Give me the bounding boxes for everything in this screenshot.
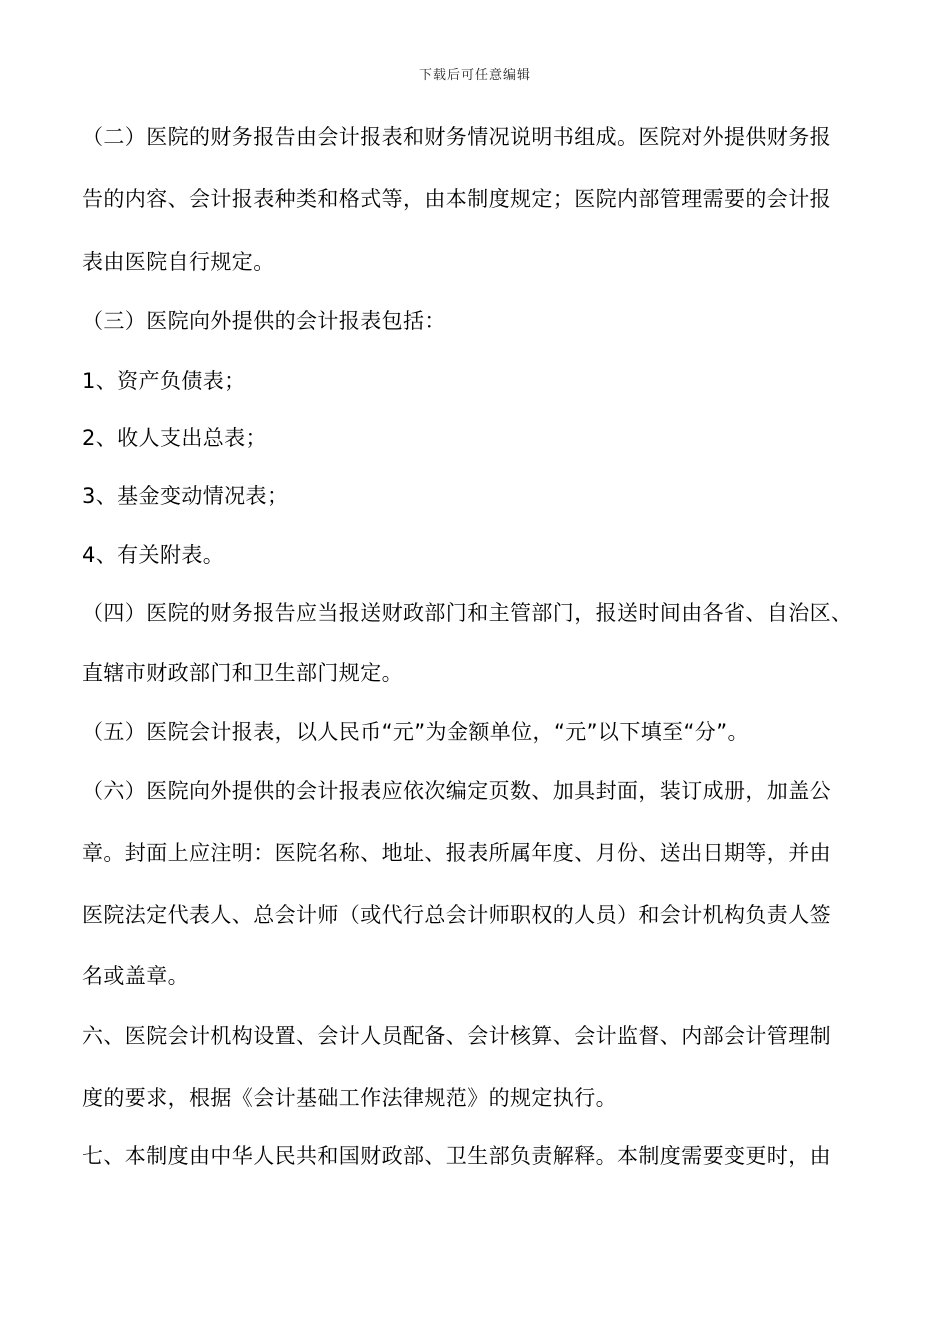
paragraph-3-heading: （三）医院向外提供的会计报表包括： xyxy=(82,309,446,333)
header-note: 下载后可任意编辑 xyxy=(418,68,531,83)
list-item-2: 2、收人支出总表； xyxy=(82,426,267,450)
list-item-3: 3、基金变动情况表； xyxy=(82,484,289,508)
section-7-line-1: 七、本制度由中华人民共和国财政部、卫生部负责解释。本制度需要变更时，由 xyxy=(82,1144,831,1168)
paragraph-2-line-3: 表由医院自行规定。 xyxy=(82,250,275,274)
list-item-4: 4、有关附表。 xyxy=(82,543,225,567)
paragraph-4-line-2: 直辖市财政部门和卫生部门规定。 xyxy=(82,661,403,685)
paragraph-6-line-4: 名或盖章。 xyxy=(82,964,189,988)
paragraph-6-line-3: 医院法定代表人、总会计师（或代行总会计师职权的人员）和会计机构负责人签 xyxy=(82,903,831,927)
section-6-line-1: 六、医院会计机构设置、会计人员配备、会计核算、会计监督、内部会计管理制 xyxy=(82,1024,831,1048)
paragraph-2-line-1: （二）医院的财务报告由会计报表和财务情况说明书组成。医院对外提供财务报 xyxy=(82,125,831,149)
section-6-line-2: 度的要求，根据《会计基础工作法律规范》的规定执行。 xyxy=(82,1086,617,1110)
list-item-1: 1、资产负债表； xyxy=(82,369,246,393)
paragraph-6-line-1: （六）医院向外提供的会计报表应依次编定页数、加具封面，装订成册，加盖公 xyxy=(82,779,831,803)
paragraph-5: （五）医院会计报表，以人民币“元”为金额单位，“元”以下填至“分”。 xyxy=(82,720,749,744)
paragraph-4-line-1: （四）医院的财务报告应当报送财政部门和主管部门，报送时间由各省、自治区、 xyxy=(82,601,853,625)
paragraph-2-line-2: 告的内容、会计报表种类和格式等，由本制度规定；医院内部管理需要的会计报 xyxy=(82,187,831,211)
paragraph-6-line-2: 章。封面上应注明：医院名称、地址、报表所属年度、月份、送出日期等，并由 xyxy=(82,841,831,865)
